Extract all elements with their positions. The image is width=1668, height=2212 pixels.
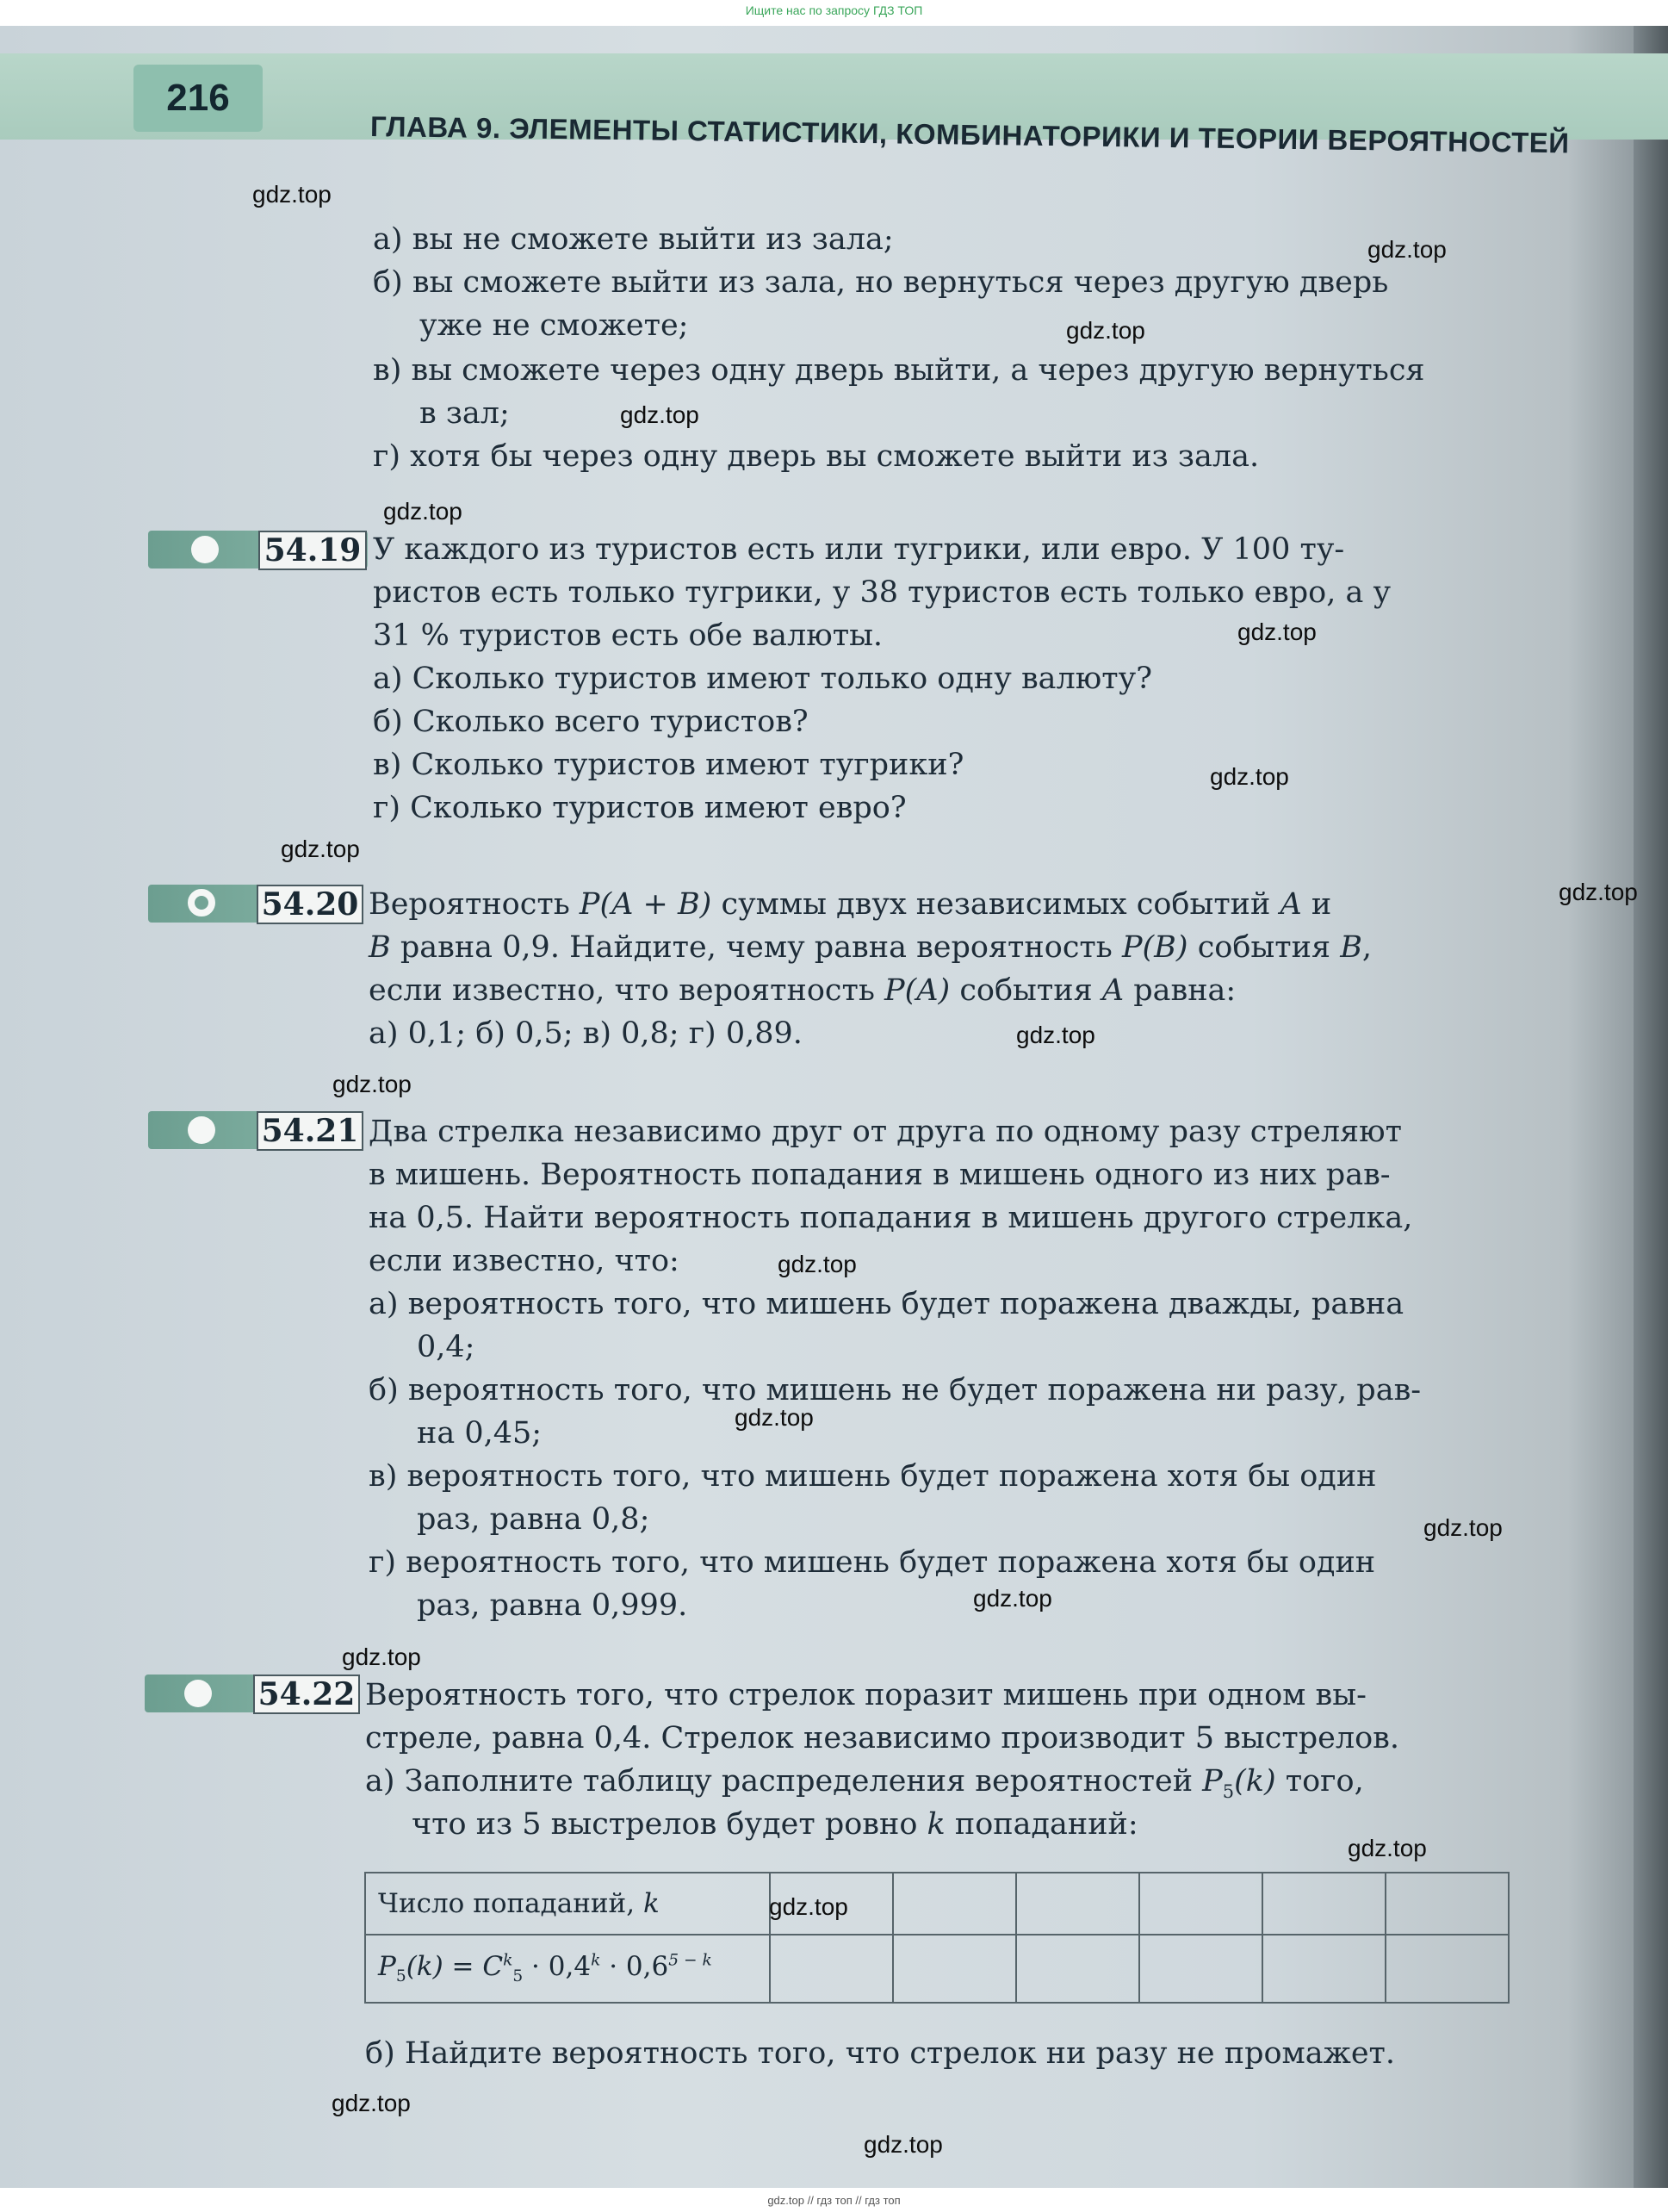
p5421-option-a-cont: 0,4; bbox=[417, 1330, 475, 1364]
watermark: gdz.top bbox=[383, 498, 462, 525]
table-cell-empty[interactable] bbox=[1016, 1873, 1139, 1935]
watermark: gdz.top bbox=[342, 1643, 421, 1670]
table-cell-empty[interactable] bbox=[1139, 1873, 1262, 1935]
watermark: gdz.top bbox=[1559, 879, 1638, 905]
table-cell-empty[interactable] bbox=[1386, 1935, 1509, 2003]
table-cell-label: Число попаданий, k bbox=[365, 1873, 770, 1935]
p5419-line-1: У каждого из туристов есть или тугрики, или евро. У 100 ту- bbox=[373, 532, 1345, 567]
problem-number-5422: 54.22 bbox=[253, 1675, 360, 1714]
watermark: gdz.top bbox=[1367, 236, 1447, 263]
chapter-title: ГЛАВА 9. ЭЛЕМЕНТЫ СТАТИСТИКИ, КОМБИНАТОРИКИ И ТЕОРИИ ВЕРОЯТНОСТЕЙ bbox=[369, 110, 1570, 159]
watermark: gdz.top bbox=[864, 2131, 943, 2158]
p5421-option-a: а) вероятность того, что мишень будет поражена дважды, равна bbox=[369, 1287, 1404, 1321]
watermark: gdz.top bbox=[620, 401, 699, 428]
p5419-option-b: б) Сколько всего туристов? bbox=[373, 705, 809, 739]
p5421-line-4: если известно, что: bbox=[369, 1244, 679, 1278]
table-cell-empty[interactable] bbox=[1016, 1935, 1139, 2003]
table-cell-formula: $P_5(k) = C^k_5 \cdot 0,4^k \cdot 0,6^{5 - k}$ bbox=[365, 1935, 770, 2003]
watermark: gdz.top bbox=[1348, 1835, 1427, 1861]
table-cell-empty[interactable] bbox=[893, 1935, 1016, 2003]
p5419-option-a: а) Сколько туристов имеют только одну валюту? bbox=[373, 662, 1152, 696]
p5421-option-d: г) вероятность того, что мишень будет поражена хотя бы один bbox=[369, 1545, 1376, 1580]
p5421-option-b: б) вероятность того, что мишень не будет поражена ни разу, рав- bbox=[369, 1373, 1422, 1407]
watermark: gdz.top bbox=[1237, 618, 1317, 645]
p5421-option-b-cont: на 0,45; bbox=[417, 1416, 543, 1451]
watermark: gdz.top bbox=[252, 181, 332, 208]
watermark: gdz.top bbox=[973, 1585, 1052, 1612]
prev-option-c: в) вы сможете через одну дверь выйти, а через другую вернуться bbox=[373, 353, 1425, 388]
p5421-line-1: Два стрелка независимо друг от друга по одному разу стреляют bbox=[369, 1115, 1402, 1149]
difficulty-dot-icon bbox=[184, 1680, 212, 1707]
bottom-note: gdz.top // гдз топ // гдз топ bbox=[767, 2194, 901, 2207]
p5420-answers: а) 0,1; б) 0,5; в) 0,8; г) 0,89. bbox=[369, 1016, 803, 1051]
p5420-line-3: если известно, что вероятность P(A) события A равна: bbox=[369, 973, 1237, 1008]
p5419-line-3: 31 % туристов есть обе валюты. bbox=[373, 618, 884, 653]
watermark: gdz.top bbox=[769, 1893, 848, 1920]
prev-option-a: а) вы не сможете выйти из зала; bbox=[373, 222, 894, 257]
difficulty-dot-icon bbox=[191, 536, 219, 563]
p5421-option-d-cont: раз, равна 0,999. bbox=[417, 1588, 688, 1623]
problem-number-5421: 54.21 bbox=[257, 1111, 363, 1151]
p5421-option-c-cont: раз, равна 0,8; bbox=[417, 1502, 650, 1537]
p5419-option-c: в) Сколько туристов имеют тугрики? bbox=[373, 748, 964, 782]
p5422-option-b: б) Найдите вероятность того, что стрелок ни разу не промажет. bbox=[365, 2036, 1396, 2071]
watermark: gdz.top bbox=[1423, 1514, 1503, 1541]
watermark: gdz.top bbox=[281, 836, 360, 862]
table-cell-empty[interactable] bbox=[770, 1935, 893, 2003]
table-cell-empty[interactable] bbox=[893, 1873, 1016, 1935]
prev-option-b-cont: уже не сможете; bbox=[419, 308, 689, 343]
watermark: gdz.top bbox=[332, 2090, 411, 2116]
watermark: gdz.top bbox=[1016, 1022, 1095, 1048]
prev-option-d: г) хотя бы через одну дверь вы сможете выйти из зала. bbox=[373, 439, 1260, 474]
p5422-line-1: Вероятность того, что стрелок поразит мишень при одном вы- bbox=[365, 1678, 1367, 1712]
watermark: gdz.top bbox=[778, 1251, 857, 1277]
watermark: gdz.top bbox=[1066, 317, 1145, 344]
prev-option-c-cont: в зал; bbox=[419, 396, 510, 431]
watermark: gdz.top bbox=[1210, 763, 1289, 790]
table-row bbox=[365, 1873, 1509, 1935]
p5422-option-a: а) Заполните таблицу распределения вероятностей $P_5(k)$ того, bbox=[365, 1764, 1364, 1802]
p5421-option-c: в) вероятность того, что мишень будет поражена хотя бы один bbox=[369, 1459, 1377, 1494]
probability-table bbox=[364, 1872, 1510, 2004]
p5421-line-3: на 0,5. Найти вероятность попадания в мишень другого стрелка, bbox=[369, 1201, 1413, 1235]
prev-option-b: б) вы сможете выйти из зала, но вернуться через другую дверь bbox=[373, 265, 1389, 300]
table-cell-empty[interactable] bbox=[1386, 1873, 1509, 1935]
textbook-page bbox=[0, 26, 1668, 2188]
problem-number-5419: 54.19 bbox=[258, 531, 367, 570]
table-row bbox=[365, 1935, 1509, 2003]
p5419-option-d: г) Сколько туристов имеют евро? bbox=[373, 791, 907, 825]
table-cell-empty[interactable] bbox=[1262, 1873, 1386, 1935]
difficulty-ring-icon bbox=[188, 889, 215, 916]
top-note: Ищите нас по запросу ГДЗ ТОП bbox=[745, 3, 923, 17]
book-spine bbox=[1634, 26, 1668, 2188]
table-cell-empty[interactable] bbox=[1262, 1935, 1386, 2003]
p5420-line-2: B равна 0,9. Найдите, чему равна вероятность P(B) события B, bbox=[369, 930, 1373, 965]
page-number: 216 bbox=[133, 65, 263, 132]
problem-number-5420: 54.20 bbox=[257, 885, 363, 924]
difficulty-dot-icon bbox=[188, 1116, 215, 1144]
p5419-line-2: ристов есть только тугрики, у 38 туристов есть только евро, а у bbox=[373, 575, 1392, 610]
watermark: gdz.top bbox=[332, 1071, 412, 1097]
p5421-line-2: в мишень. Вероятность попадания в мишень одного из них рав- bbox=[369, 1158, 1391, 1192]
p5422-option-a-cont: что из 5 выстрелов будет ровно k попаданий: bbox=[412, 1807, 1138, 1842]
table-cell-empty[interactable] bbox=[1139, 1935, 1262, 2003]
watermark: gdz.top bbox=[735, 1404, 814, 1431]
p5420-line-1: Вероятность P(A + B) суммы двух независимых событий A и bbox=[369, 887, 1332, 922]
p5422-line-2: стреле, равна 0,4. Стрелок независимо производит 5 выстрелов. bbox=[365, 1721, 1399, 1755]
